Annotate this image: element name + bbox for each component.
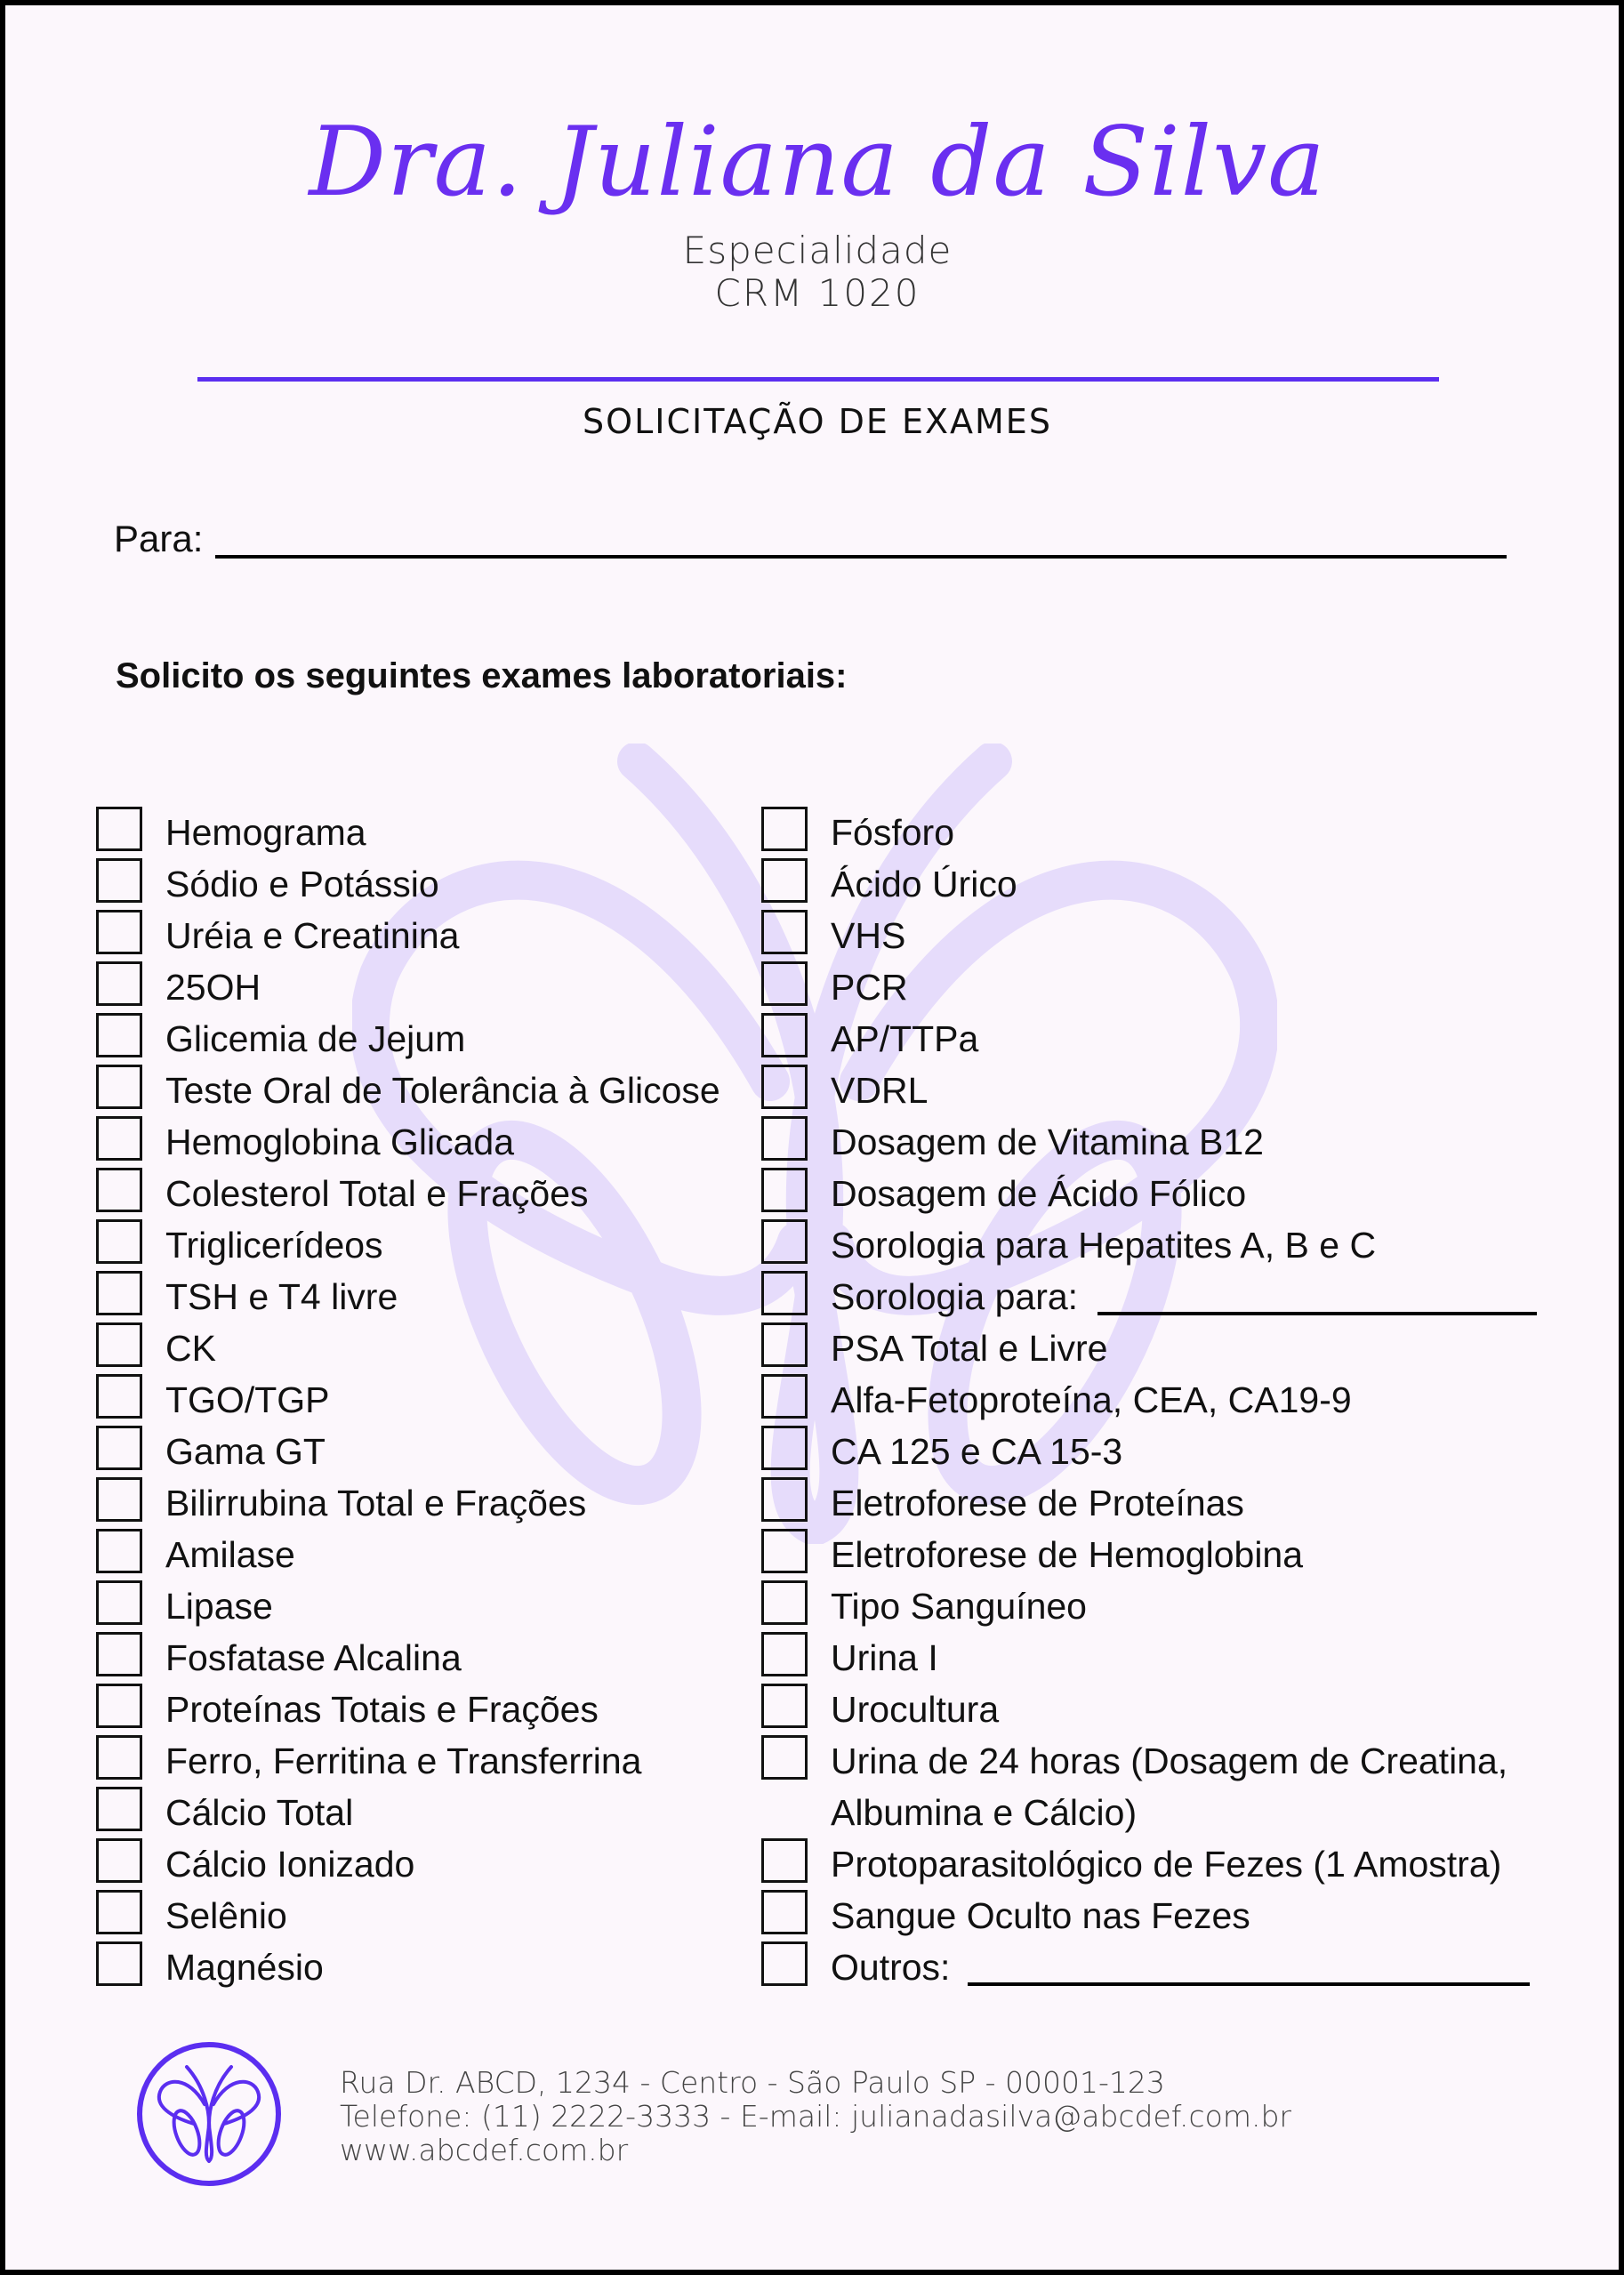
exam-checkbox[interactable]	[761, 1013, 808, 1057]
exam-label: Protoparasitológico de Fezes (1 Amostra)	[831, 1844, 1502, 1885]
exam-checkbox[interactable]	[96, 1013, 142, 1057]
exam-checkbox[interactable]	[96, 1890, 142, 1934]
exam-label: CK	[165, 1328, 216, 1369]
exam-label: Dosagem de Ácido Fólico	[831, 1173, 1247, 1214]
exam-label: Ferro, Ferritina e Transferrina	[165, 1740, 642, 1781]
exam-checkbox[interactable]	[96, 1477, 142, 1522]
exam-label: Urina I	[831, 1637, 938, 1678]
exam-label: Glicemia de Jejum	[165, 1018, 466, 1059]
exam-label: Urocultura	[831, 1689, 1000, 1730]
serology-specify-field[interactable]	[1097, 1312, 1537, 1315]
exam-checkbox[interactable]	[761, 1838, 808, 1883]
exam-label: Hemograma	[165, 812, 366, 853]
exam-label: Eletroforese de Proteínas	[831, 1483, 1244, 1523]
exam-checkbox[interactable]	[96, 961, 142, 1006]
exam-checkbox[interactable]	[96, 1580, 142, 1625]
exam-checkbox[interactable]	[96, 1941, 142, 1986]
exam-checkbox[interactable]	[96, 1684, 142, 1728]
exam-label: Cálcio Ionizado	[165, 1844, 415, 1885]
exam-label: Magnésio	[165, 1947, 324, 1988]
exam-checkbox[interactable]	[96, 1529, 142, 1573]
exam-checkbox[interactable]	[761, 1580, 808, 1625]
exam-checkbox[interactable]	[96, 858, 142, 903]
exam-label: Fósforo	[831, 812, 954, 853]
doctor-name: Dra. Juliana da Silva	[309, 107, 1326, 218]
exam-label: VDRL	[831, 1070, 929, 1111]
exam-checkbox[interactable]	[96, 1632, 142, 1676]
specialty: Especialidade	[682, 229, 953, 272]
exam-label: Bilirrubina Total e Frações	[165, 1483, 587, 1523]
exam-checkbox[interactable]	[96, 1838, 142, 1883]
exam-label: Tipo Sanguíneo	[831, 1586, 1087, 1627]
exam-checkbox[interactable]	[761, 1065, 808, 1109]
exam-label: 25OH	[165, 967, 261, 1008]
exam-checkbox[interactable]	[761, 1632, 808, 1676]
exam-label: Fosfatase Alcalina	[165, 1637, 462, 1678]
exam-label: Uréia e Creatinina	[165, 915, 460, 956]
exam-checkbox[interactable]	[761, 1374, 808, 1419]
exam-checkbox[interactable]	[96, 910, 142, 954]
crm-number: CRM 1020	[714, 271, 921, 315]
exam-checkbox[interactable]	[761, 1426, 808, 1470]
exam-checkbox[interactable]	[761, 1684, 808, 1728]
exam-checkbox[interactable]	[96, 1787, 142, 1831]
form-title: SOLICITAÇÃO DE EXAMES	[583, 402, 1052, 441]
exam-label: Sódio e Potássio	[165, 864, 439, 904]
exam-label: CA 125 e CA 15-3	[831, 1431, 1123, 1472]
butterfly-logo-icon	[135, 2040, 283, 2188]
exam-checkbox[interactable]	[96, 1374, 142, 1419]
exam-checkbox[interactable]	[96, 1219, 142, 1264]
exam-label: Hemoglobina Glicada	[165, 1121, 515, 1162]
exam-label: Sangue Oculto nas Fezes	[831, 1895, 1250, 1936]
footer-address: Rua Dr. ABCD, 1234 - Centro - São Paulo SP - 00001-123	[340, 2065, 1165, 2100]
exam-checkbox[interactable]	[761, 910, 808, 954]
header-divider	[197, 377, 1439, 382]
exam-label: Urina de 24 horas (Dosagem de Creatina, Albumina e Cálcio)	[831, 1740, 1508, 1833]
exam-checkbox[interactable]	[761, 1322, 808, 1367]
footer-website[interactable]: www.abcdef.com.br	[340, 2133, 629, 2167]
exam-label: Lipase	[165, 1586, 273, 1627]
exam-checkbox[interactable]	[96, 1065, 142, 1109]
exam-label: Sorologia para Hepatites A, B e C	[831, 1225, 1377, 1266]
request-heading: Solicito os seguintes exames laboratoriais:	[116, 656, 848, 695]
recipient-label: Para:	[114, 518, 204, 559]
exam-checkbox[interactable]	[761, 961, 808, 1006]
exam-checkbox[interactable]	[761, 1168, 808, 1212]
exam-checkbox[interactable]	[96, 807, 142, 851]
exam-checkbox[interactable]	[96, 1735, 142, 1780]
exam-label: Gama GT	[165, 1431, 326, 1472]
exam-checkbox[interactable]	[761, 1271, 808, 1315]
exam-label: Colesterol Total e Frações	[165, 1173, 589, 1214]
exam-checkbox[interactable]	[96, 1168, 142, 1212]
exam-label: TGO/TGP	[165, 1379, 330, 1420]
exam-checkbox[interactable]	[761, 807, 808, 851]
exam-checkbox[interactable]	[761, 1529, 808, 1573]
exam-checkbox[interactable]	[761, 858, 808, 903]
exam-checkbox[interactable]	[761, 1116, 808, 1161]
exam-label: Ácido Úrico	[831, 864, 1017, 904]
exam-checkbox[interactable]	[96, 1271, 142, 1315]
exam-label: PSA Total e Livre	[831, 1328, 1108, 1369]
exam-checkbox[interactable]	[96, 1116, 142, 1161]
exam-checkbox[interactable]	[96, 1426, 142, 1470]
exam-label: Outros:	[831, 1947, 951, 1988]
exam-label: Teste Oral de Tolerância à Glicose	[165, 1070, 720, 1111]
exam-label: Sorologia para:	[831, 1276, 1079, 1317]
exam-label: PCR	[831, 967, 908, 1008]
exam-label: Alfa-Fetoproteína, CEA, CA19-9	[831, 1379, 1352, 1420]
exam-label: Proteínas Totais e Frações	[165, 1689, 599, 1730]
exam-label: Dosagem de Vitamina B12	[831, 1121, 1264, 1162]
exam-label: TSH e T4 livre	[165, 1276, 398, 1317]
exam-label: Triglicerídeos	[165, 1225, 383, 1266]
exam-checkbox[interactable]	[761, 1735, 808, 1780]
exam-label: Eletroforese de Hemoglobina	[831, 1534, 1304, 1575]
exam-checkbox[interactable]	[761, 1219, 808, 1264]
exam-checkbox[interactable]	[761, 1941, 808, 1986]
exam-checkbox[interactable]	[761, 1477, 808, 1522]
exam-checkbox[interactable]	[96, 1322, 142, 1367]
others-specify-field[interactable]	[968, 1982, 1530, 1986]
recipient-field[interactable]	[215, 555, 1507, 559]
exam-label: VHS	[831, 915, 906, 956]
exam-checkbox[interactable]	[761, 1890, 808, 1934]
exam-label: Selênio	[165, 1895, 287, 1936]
exam-label: Cálcio Total	[165, 1792, 354, 1833]
exam-label: Amilase	[165, 1534, 295, 1575]
footer-contact: Telefone: (11) 2222-3333 - E-mail: julianadasilva@abcdef.com.br	[340, 2099, 1292, 2134]
exam-label: AP/TTPa	[831, 1018, 979, 1059]
